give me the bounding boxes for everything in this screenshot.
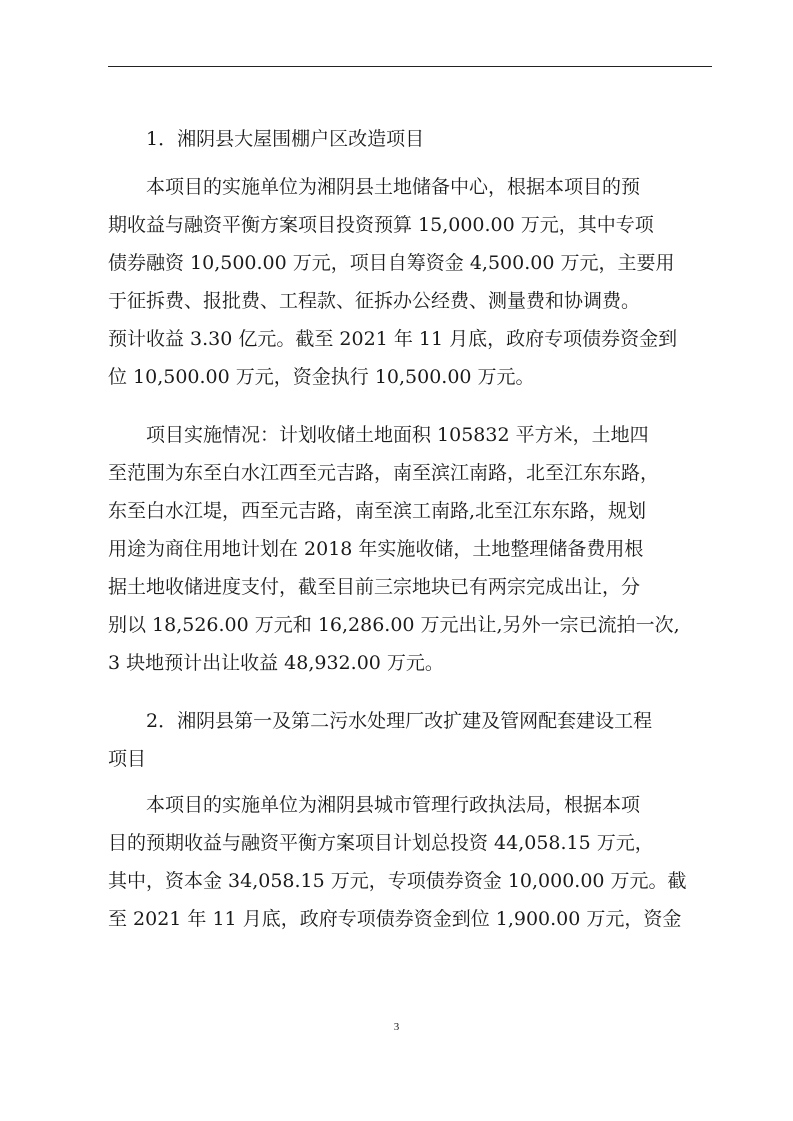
- paragraph-line: 预计收益 3.30 亿元。截至 2021 年 11 月底，政府专项债券资金到: [108, 328, 678, 350]
- paragraph-line: 用途为商住用地计划在 2018 年实施收储，土地整理储备费用根: [108, 538, 644, 560]
- page-number: 3: [393, 1021, 400, 1033]
- paragraph-line: 3 块地预计出让收益 48,932.00 万元。: [108, 652, 444, 674]
- paragraph-line: 目的预期收益与融资平衡方案项目计划总投资 44,058.15 万元，: [108, 832, 654, 854]
- paragraph-line: 据土地收储进度支付，截至目前三宗地块已有两宗完成出让，分: [108, 576, 641, 598]
- paragraph-line: 东至白水江堤，西至元吉路，南至滨工南路,北至江东东路，规划: [108, 500, 647, 522]
- paragraph-line: 项目实施情况：计划收储土地面积 105832 平方米，土地四: [146, 424, 649, 446]
- paragraph-line: 至 2021 年 11 月底，政府专项债券资金到位 1,900.00 万元，资金: [108, 908, 682, 930]
- paragraph-line: 于征拆费、报批费、工程款、征拆办公经费、测量费和协调费。: [108, 290, 641, 312]
- paragraph-line: 本项目的实施单位为湘阴县城市管理行政执法局，根据本项: [146, 794, 641, 816]
- section-heading: 2．湘阴县第一及第二污水处理厂改扩建及管网配套建设工程: [146, 710, 653, 732]
- paragraph-line: 别以 18,526.00 万元和 16,286.00 万元出让,另外一宗已流拍一次,: [108, 614, 680, 636]
- paragraph-line: 至范围为东至白水江西至元吉路，南至滨江南路，北至江东东路，: [108, 462, 660, 484]
- paragraph-line: 期收益与融资平衡方案项目投资预算 15,000.00 万元，其中专项: [108, 214, 654, 236]
- section-heading-continuation: 项目: [108, 748, 147, 770]
- header-rule: [108, 66, 712, 67]
- paragraph-line: 其中，资本金 34,058.15 万元，专项债券资金 10,000.00 万元。截: [108, 870, 687, 892]
- paragraph-line: 债券融资 10,500.00 万元，项目自筹资金 4,500.00 万元，主要用: [108, 252, 675, 274]
- paragraph-line: 本项目的实施单位为湘阴县土地储备中心，根据本项目的预: [146, 176, 641, 198]
- paragraph-line: 位 10,500.00 万元，资金执行 10,500.00 万元。: [108, 366, 535, 388]
- section-heading: 1．湘阴县大屋围棚户区改造项目: [146, 128, 425, 150]
